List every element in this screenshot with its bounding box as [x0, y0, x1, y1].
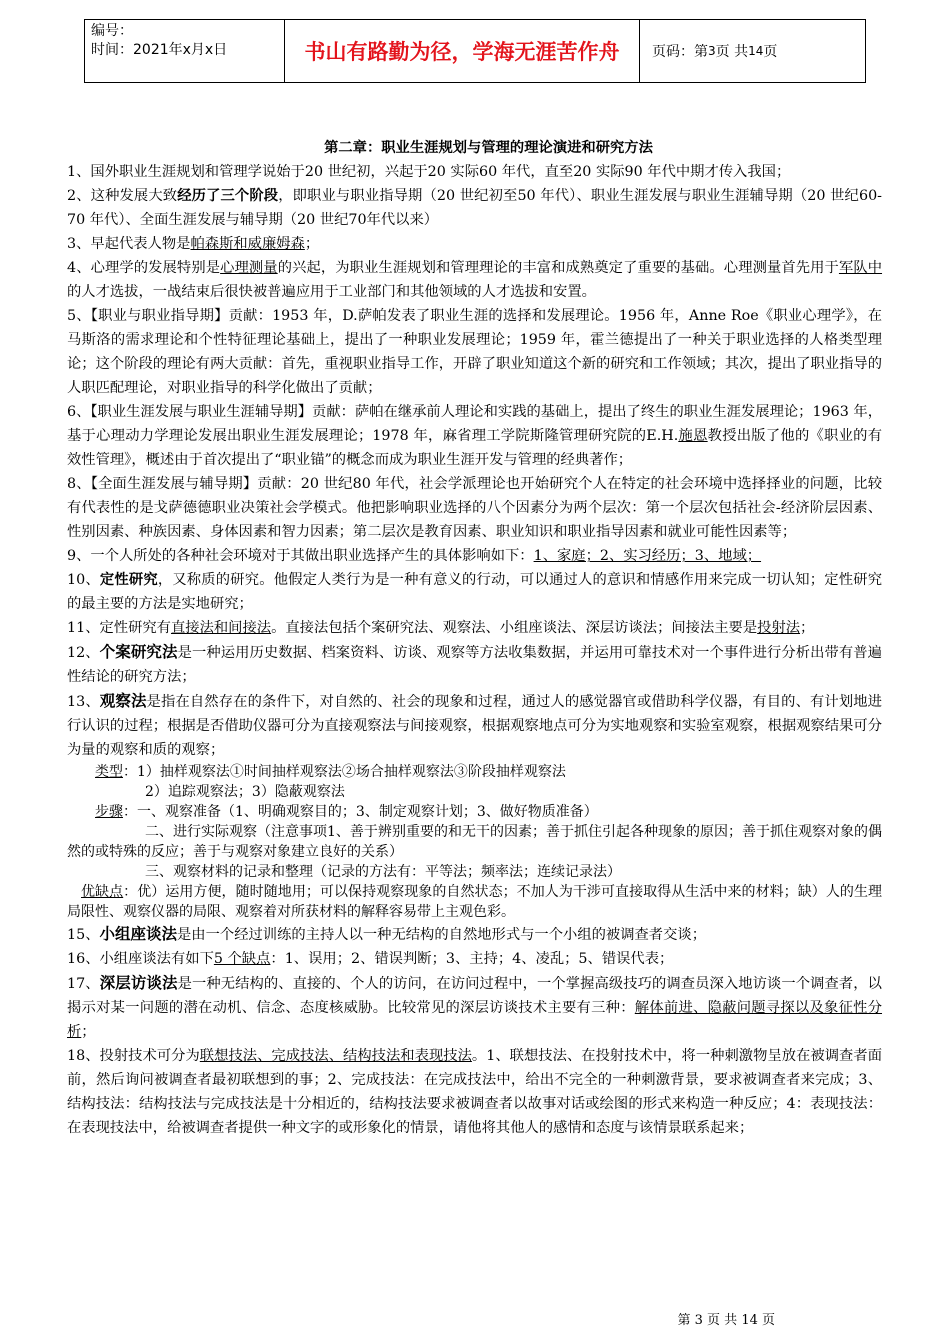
page-mid: 页 共 — [715, 44, 749, 60]
text: 是由一个经过训练的主持人以一种无结构的自然地形式与一个小组的被调查者交谈； — [177, 927, 706, 943]
underlined-text: 投射法 — [757, 620, 801, 636]
text: 15、 — [67, 927, 100, 943]
doc-number-label: 编号： — [91, 23, 133, 39]
page-total: 14 — [748, 44, 764, 58]
bold-text: 深层访谈法 — [99, 973, 178, 992]
document-body — [67, 136, 882, 1140]
underlined-text: 解体前进、隐蔽问题寻探以及象征性分析 — [67, 1000, 883, 1040]
paragraph-11 — [67, 616, 882, 640]
paragraph-17 — [67, 971, 882, 1044]
bold-text: 小组座谈法 — [99, 924, 178, 943]
page-header — [84, 19, 866, 83]
text: 教授出版了他的《职业的有效性管理》，概述由于首次提出了“职业锚”的概念而成为职业生涯开发与管理的经典著作； — [67, 428, 883, 468]
bold-text: 经历了三个阶段 — [177, 188, 279, 204]
paragraph-6 — [67, 400, 882, 472]
paragraph-10 — [67, 568, 882, 616]
page-number: 3 — [708, 44, 716, 58]
text: 。1、联想技法、在投射技术中，将一种刺激物呈放在被调查者面前，然后询问被调查者最初联想到的事；2、完成技法：在完成技法中，给出不完全的一种刺激背景，要求被调查者来完成；3、结构技法：结构技法与完成技法是十分相近的，结构技法要求被调查者以故事对话或绘图的形式来构造一种反应；4：表现技法：在表现技法中，给被调查者提供一种文字的或形象化的情景，请他将其他人的感情和态度与该情景联系起来； — [67, 1048, 882, 1136]
underlined-text: 帕森斯和威廉姆森 — [190, 236, 305, 252]
text: 的人才选拔，一战结束后很快被普遍应用于工业部门和其他领域的人才选拔和安置。 — [67, 284, 596, 300]
text: ：一、观察准备（1、明确观察目的；3、制定观察计划；3、做好物质准备） — [123, 804, 598, 820]
paragraph-3 — [67, 232, 882, 256]
text: 13、 — [67, 694, 100, 710]
underlined-text: 施恩 — [678, 428, 708, 444]
text: ； — [81, 1024, 96, 1040]
text: ，又称质的研究。他假定人类行为是一种有意义的行动，可以通过人的意识和情感作用来完成一切认知；定性研究的最主要的方法是实地研究； — [67, 572, 882, 612]
chapter-title: 第二章：职业生涯规划与管理的理论演进和研究方法 — [324, 140, 653, 156]
underlined-text: 军队中 — [838, 260, 883, 276]
text: ：优）运用方便，随时随地用；可以保持观察现象的自然状态；不加人为干涉可直接取得从生活中来的材料；缺）人的生理局限性、观察仪器的局限、观察着对所获材料的解释容易带上主观色彩。 — [67, 884, 883, 920]
text: 16、小组座谈法有如下 — [67, 951, 214, 967]
text: 4、心理学的发展特别是 — [67, 260, 221, 276]
text: 是指在自然存在的条件下，对自然的、社会的现象和过程，通过人的感觉器官或借助科学仪器，有目的、有计划地进行认识的过程；根据是否借助仪器可分为直接观察法与间接观察，根据观察地点可分为实地观察和实验室观察，根据观察结果可分为量的观察和质的观察； — [67, 694, 882, 758]
text: 的兴起，为职业生涯规划和管理理论的丰富和成熟奠定了重要的基础。心理测量首先用于 — [277, 260, 839, 276]
text: 6、【职业生涯发展与职业生涯辅导期】贡献：萨帕在继承前人理论和实践的基础上，提出了终生的职业生涯发展理论；1963 年，基于心理动力学理论发展出职业生涯发展理论；1978 年，麻省理工学院斯隆管理研究院的E.H. — [67, 404, 882, 444]
observation-types-2: 2）追踪观察法；3）隐蔽观察法 — [145, 784, 345, 800]
doc-time-label: 时间：2021年x月x日 — [91, 42, 228, 58]
text: 10、 — [67, 572, 100, 588]
paragraph-12 — [67, 640, 882, 689]
text: 是一种无结构的、直接的、个人的访问，在访问过程中，一个掌握高级技巧的调查员深入地访谈一个调查者，以揭示对某一问题的潜在动机、信念、态度核威胁。比较常见的深层访谈技术主要有三种： — [67, 976, 882, 1016]
underlined-text: 5 个缺点 — [213, 951, 271, 967]
page-suffix: 页 — [763, 44, 778, 60]
underlined-label: 步骤 — [95, 804, 123, 820]
page-prefix: 页码：第 — [652, 44, 708, 60]
paragraph-2 — [67, 184, 882, 232]
header-meta — [85, 20, 285, 82]
text: ：1）抽样观察法①时间抽样观察法②场合抽样观察法③阶段抽样观察法 — [123, 764, 566, 780]
observation-pros-cons — [67, 882, 882, 922]
paragraph-13 — [67, 689, 882, 762]
underlined-text: 心理测量 — [220, 260, 278, 276]
underlined-text: 直接法和间接法 — [170, 620, 272, 636]
underlined-label: 优缺点 — [81, 884, 124, 900]
bold-text: 定性研究 — [99, 572, 158, 588]
text: 。直接法包括个案研究法、观察法、小组座谈法、深层访谈法；间接法主要是 — [271, 620, 758, 636]
text: 12、 — [67, 645, 100, 661]
underlined-text: 1、家庭；2、实习经历；3、地域； — [533, 548, 762, 564]
paragraph-15 — [67, 922, 882, 947]
observation-steps — [67, 802, 882, 822]
paragraph-5: 5、【职业与职业指导期】贡献：1953 年，D.萨帕发表了职业生涯的选择和发展理论。1956 年，Anne Roe《职业心理学》，在马斯洛的需求理论和个性特征理论基础上，提出了一种职业发展理论；1959 年，霍兰德提出了一种关于职业选择的人格类型理论；这个阶段的理论有两大贡献：首先，重视职业指导工作，开辟了职业知道这个新的研究和工作领域；其次，提出了职业指导的人职匹配理论，对职业指导的科学化做出了贡献； — [67, 308, 882, 396]
page-footer: 第 3 页 共 14 页 — [677, 1313, 775, 1328]
observation-steps-3: 三、观察材料的记录和整理（记录的方法有：平等法；频率法；连续记录法） — [145, 864, 621, 880]
text: ； — [304, 236, 320, 252]
text: ； — [800, 620, 815, 636]
paragraph-16 — [67, 947, 882, 971]
header-motto: 书山有路勤为径，学海无涯苦作舟 — [285, 20, 640, 82]
observation-steps-2: 二、进行实际观察（注意事项1、善于辨别重要的和无干的因素；善于抓住引起各种现象的原因；善于抓住观察对象的偶然的或特殊的反应；善于与观察对象建立良好的关系） — [67, 824, 882, 860]
paragraph-4 — [67, 256, 882, 304]
text: 18、投射技术可分为 — [67, 1048, 200, 1064]
underlined-text: 联想技法、完成技法、结构技法和表现技法 — [199, 1048, 472, 1064]
text: 是一种运用历史数据、档案资料、访谈、观察等方法收集数据，并运用可靠技术对一个事件进行分析出带有普遍性结论的研究方法； — [67, 645, 882, 685]
paragraph-1: 1、国外职业生涯规划和管理学说始于20 世纪初，兴起于20 实际60 年代，直至20 实际90 年代中期才传入我国； — [67, 164, 791, 180]
underlined-label: 类型 — [95, 764, 123, 780]
text: 17、 — [67, 976, 100, 992]
text: ：1、误用；2、错误判断；3、主持；4、凌乱；5、错误代表； — [270, 951, 674, 967]
header-page-info — [640, 20, 865, 82]
text: ，即职业与职业指导期（20 世纪初至50 年代）、职业生涯发展与职业生涯辅导期（20 世纪60-70 年代）、全面生涯发展与辅导期（20 世纪70年代以来） — [67, 188, 882, 228]
text: 2、这种发展大致 — [67, 188, 178, 204]
text: 9、一个人所处的各种社会环境对于其做出职业选择产生的具体影响如下： — [67, 548, 534, 564]
text: 3、早起代表人物是 — [67, 236, 191, 252]
paragraph-18 — [67, 1044, 882, 1140]
paragraph-8: 8、【全面生涯发展与辅导期】贡献：20 世纪80 年代，社会学派理论也开始研究个人在特定的社会环境中选择择业的问题，比较有代表性的是戈萨德德职业决策社会学模式。他把影响职业选择的八个因素分为两个层次：第一个层次包括社会-经济阶层因素、性别因素、种族因素、身体因素和智力因素；第二层次是教育因素、职业知识和职业指导因素和就业可能性因素等； — [67, 476, 882, 540]
observation-types — [67, 762, 882, 782]
bold-text: 观察法 — [99, 691, 147, 710]
text: 11、定性研究有 — [67, 620, 171, 636]
bold-text: 个案研究法 — [99, 642, 178, 661]
paragraph-9 — [67, 544, 882, 568]
